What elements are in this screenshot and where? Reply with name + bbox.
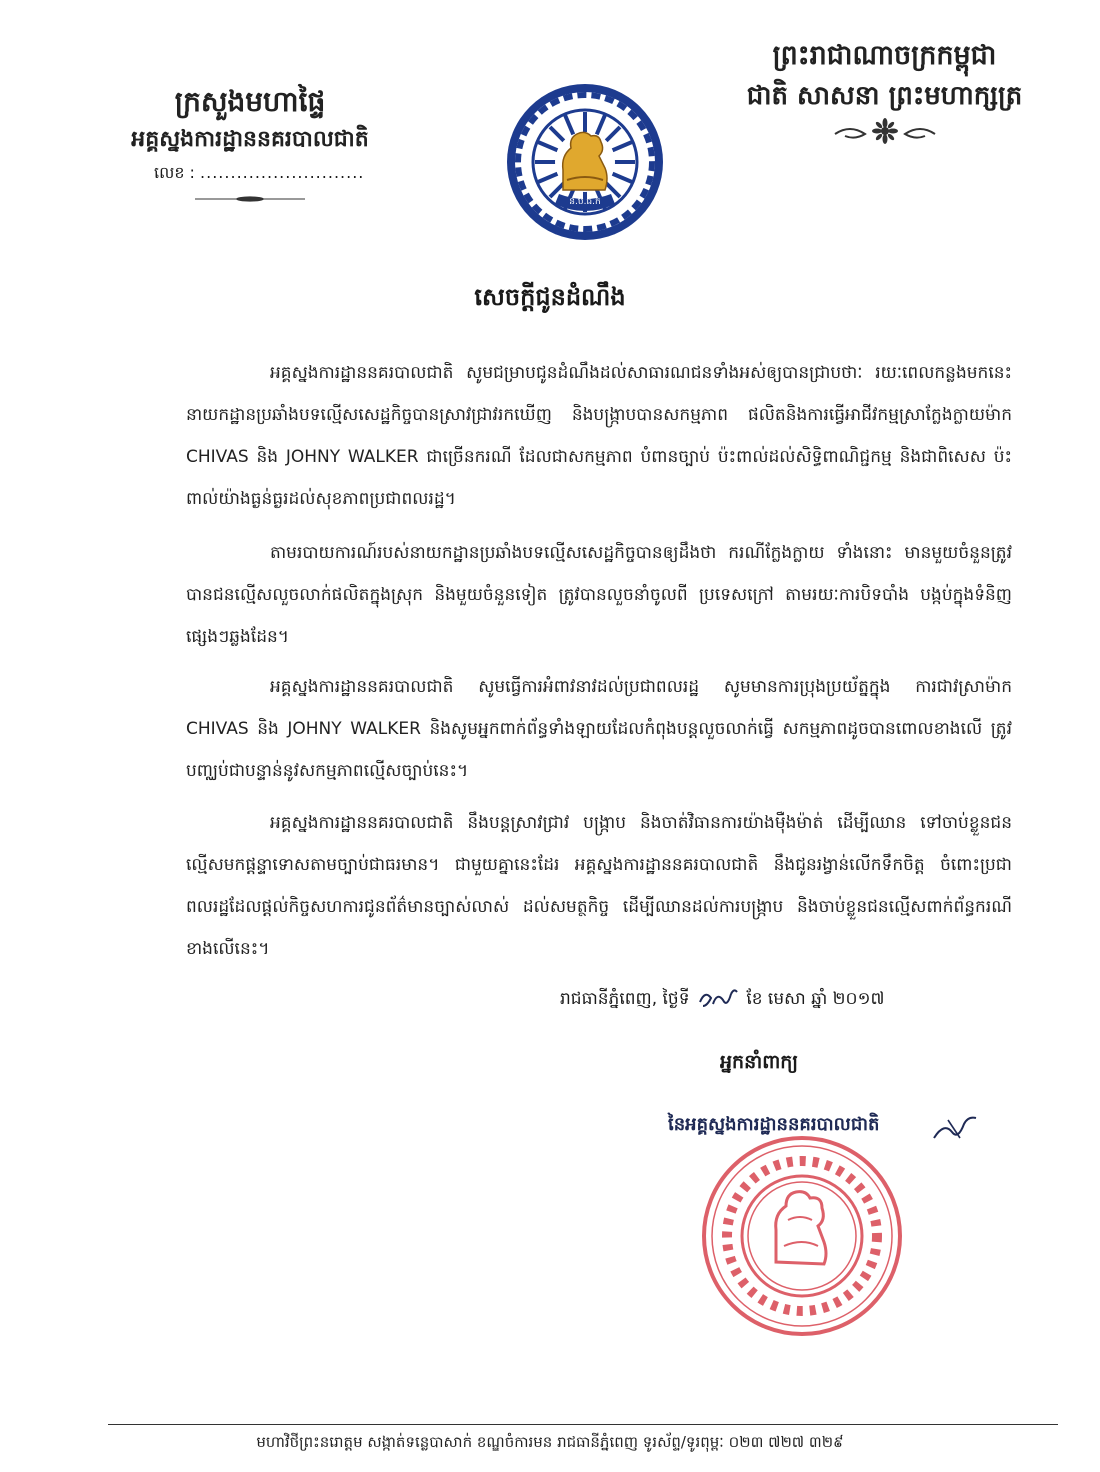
- signatory-organization: នៃអគ្គស្នងការដ្ឋាននគរបាលជាតិ: [668, 1114, 880, 1135]
- paragraph-text: អគ្គស្នងការដ្ឋាននគរបាលជាតិ នឹងបន្តស្រាវជ្រាវ បង្ក្រាប និងចាត់វិធានការយ៉ាងម៉ឺងម៉ាត់ ដើម្បីឈាន ទៅចាប់ខ្លួនជនល្មើសមកផ្តន្ទាទោសតាមច្បាប់ជាធរមាន។ ជាមួយគ្នានេះដែរ អគ្គស្នងការដ្ឋាននគរបាលជាតិ នឹងជូនរង្វាន់លើកទឹកចិត្ត ចំពោះប្រជាពលរដ្ឋដែលផ្តល់កិច្ចសហការជូនព័ត៌មានច្បាស់លាស់ ដល់សមត្ថកិច្ច ដើម្បីឈានដល់ការបង្ក្រាប និងចាប់ខ្លួនជនល្មើសពាក់ព័ន្ធករណីខាងលើនេះ។: [186, 813, 1012, 959]
- department-name: អគ្គស្នងការដ្ឋាននគរបាលជាតិ: [131, 127, 369, 152]
- national-motto: ជាតិ សាសនា ព្រះមហាក្សត្រ: [746, 81, 1023, 111]
- spokesperson-title: អ្នកនាំពាក្យ: [720, 1051, 799, 1073]
- footer-divider: [108, 1424, 1058, 1425]
- page-title: សេចក្តីជូនដំណឹង: [474, 283, 626, 311]
- dateline-place: រាជធានីភ្នំពេញ, ថ្ងៃទី: [560, 989, 690, 1009]
- official-red-seal-icon: [700, 1134, 904, 1338]
- emblem-badge-text: ន.ប.ជ.ក: [569, 197, 601, 207]
- dateline-month-year: ខែ មេសា ឆ្នាំ ២០១៧: [746, 989, 885, 1009]
- paragraph-text: តាមរបាយការណ៍របស់នាយកដ្ឋានប្រឆាំងបទល្មើសសេដ្ឋកិច្ចបានឲ្យដឹងថា ករណីក្លែងក្លាយ ទាំងនោះ មានមួយចំនួនត្រូវបានជនល្មើសលួចលាក់ផលិតក្នុងស្រុក និងមួយចំនួនទៀត ត្រូវបានលួចនាំចូលពី ប្រទេសក្រៅ តាមរយៈការបិទបាំង បង្កប់ក្នុងទំនិញផ្សេងៗឆ្លងដែន។: [186, 543, 1012, 647]
- paragraph-1: [186, 352, 1012, 520]
- header-right: [722, 36, 1047, 144]
- number-label: លេខ :: [154, 163, 195, 182]
- divider-ornament-icon: [195, 196, 305, 202]
- paragraph-text: អគ្គស្នងការដ្ឋាននគរបាលជាតិ សូមធ្វើការអំពាវនាវដល់ប្រជាពលរដ្ឋ សូមមានការប្រុងប្រយ័ត្នក្នុង ការជាវស្រាម៉ាក CHIVAS និង JOHNY WALKER និងសូមអ្នកពាក់ព័ន្ធទាំងឡាយដែលកំពុងបន្តលួចលាក់ធ្វើ សកម្មភាពដូចបានពោលខាងលើ ត្រូវបញ្ឈប់ជាបន្ទាន់នូវសកម្មភាពល្មើសច្បាប់នេះ។: [186, 677, 1012, 781]
- decorative-ornament-icon: [825, 118, 945, 144]
- footer-address: មហាវិថីព្រះនរោត្តម សង្កាត់ទន្លេបាសាក់ ខណ្ឌចំការមន រាជធានីភ្នំពេញ ទូរស័ព្ទ/ទូរពុម្ពៈ ០២៣ ៧២៧ ៣២៩: [256, 1433, 844, 1451]
- number-value: ...........................: [200, 163, 365, 182]
- paragraph-4: [186, 802, 1012, 970]
- paragraph-3: [186, 666, 1012, 792]
- handwritten-day-icon: [697, 986, 739, 1012]
- kingdom-title: ព្រះរាជាណាចក្រកម្ពុជា: [772, 40, 997, 71]
- paragraph-text: អគ្គស្នងការដ្ឋាននគរបាលជាតិ សូមជម្រាបជូនដំណឹងដល់សាធារណជនទាំងអស់ឲ្យបានជ្រាបថាៈ រយៈពេលកន្លងមកនេះ នាយកដ្ឋានប្រឆាំងបទល្មើសសេដ្ឋកិច្ចបានស្រាវជ្រាវរកឃើញ និងបង្ក្រាបបានសកម្មភាព ផលិតនិងការធ្វើអាជីវកម្មស្រាក្លែងក្លាយម៉ាក CHIVAS និង JOHNY WALKER ជាច្រើនករណី ដែលជាសកម្មភាព បំពានច្បាប់ ប៉ះពាល់ដល់សិទ្ធិពាណិជ្ជកម្ម និងជាពិសេស ប៉ះពាល់យ៉ាងធ្ងន់ធ្ងរដល់សុខភាពប្រជាពលរដ្ឋ។: [186, 363, 1012, 509]
- ministry-name: ក្រសួងមហាផ្ទៃ: [174, 85, 326, 118]
- dateline: [560, 982, 1020, 1016]
- police-emblem-icon: [505, 82, 665, 242]
- handwritten-signature-icon: [930, 1114, 980, 1142]
- header-left: [100, 82, 400, 202]
- document-number: [100, 158, 400, 188]
- paragraph-2: [186, 532, 1012, 658]
